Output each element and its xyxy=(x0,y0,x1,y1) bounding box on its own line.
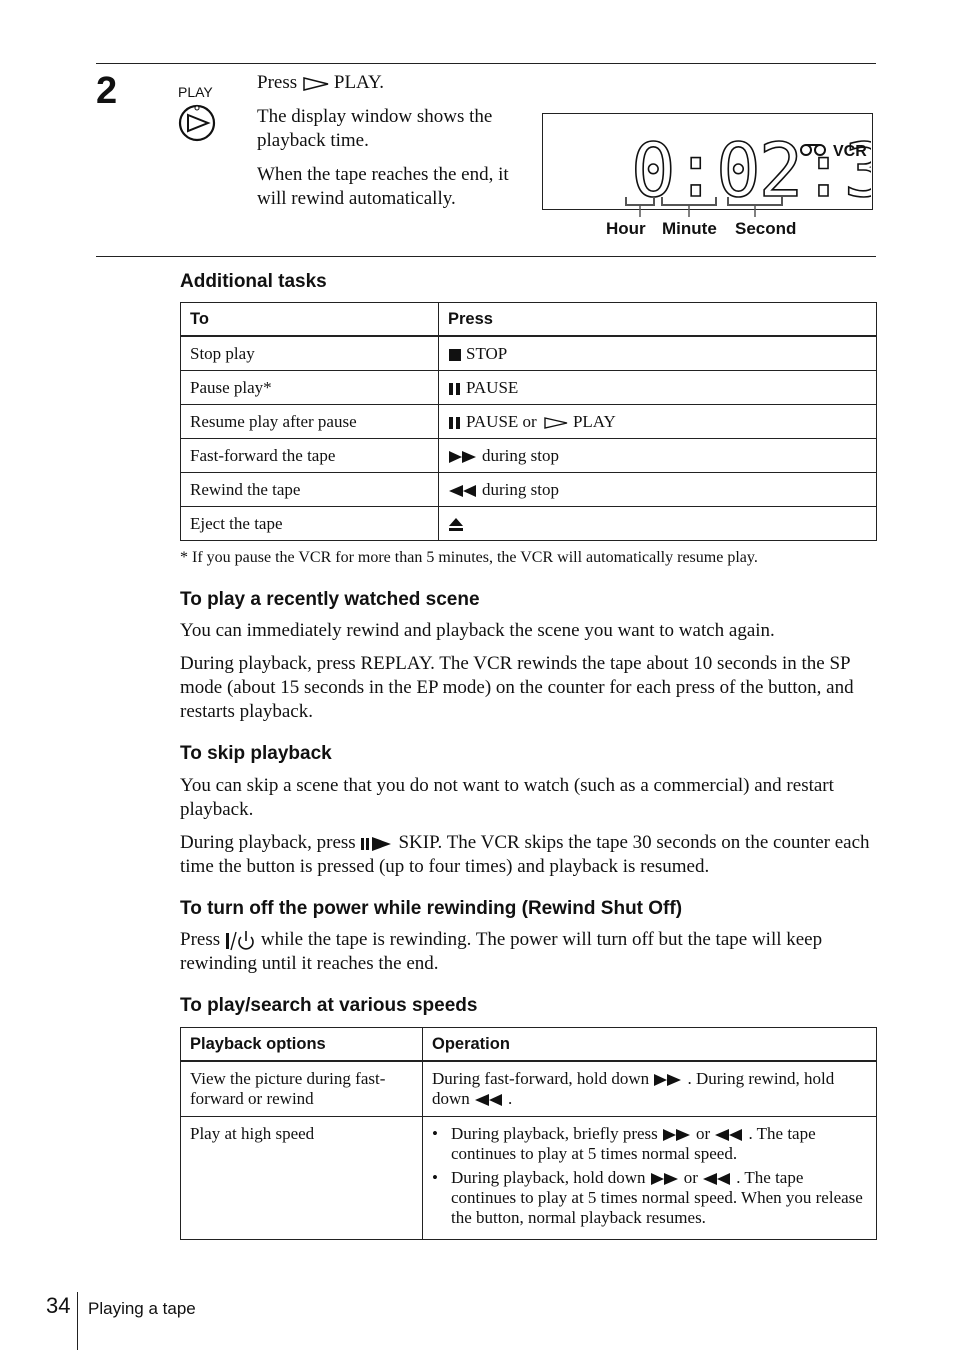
replay-para1: You can immediately rewind and playback the scene you want to watch again. xyxy=(180,620,775,641)
table-row xyxy=(181,507,877,541)
minute-label: Minute xyxy=(662,219,717,238)
step-para2: When the tape reaches the end, it will rewind automatically. xyxy=(257,164,509,209)
skip-para2: During playback, press SKIP. The VCR skips the tape 30 seconds on the counter each time the button is pressed (up to four times) and playback is resumed. xyxy=(180,832,870,877)
list-item: • During playback, briefly press or . The tape continues to play at 5 times normal speed. xyxy=(451,1124,867,1164)
operation-cell: During fast-forward, hold down . During rewind, hold down . xyxy=(423,1061,877,1117)
table-header-row xyxy=(181,1028,877,1062)
stop-icon xyxy=(448,348,462,362)
skip-heading: To skip playback xyxy=(180,743,332,764)
column-header-options: Playback options xyxy=(181,1028,423,1062)
display-brackets xyxy=(620,195,790,219)
task-cell: Fast-forward the tape xyxy=(181,439,439,473)
press-cell: STOP xyxy=(439,336,877,371)
additional-tasks-table xyxy=(180,302,877,541)
hour-label: Hour xyxy=(606,219,646,238)
step-instruction: Press PLAY. xyxy=(257,72,385,93)
task-cell: Resume play after pause xyxy=(181,405,439,439)
step-para1: The display window shows the playback time. xyxy=(257,106,493,151)
skip-icon xyxy=(360,836,394,852)
fast-forward-icon xyxy=(653,1073,683,1087)
task-cell: Pause play* xyxy=(181,371,439,405)
press-cell: PAUSE or PLAY xyxy=(439,405,877,439)
column-header-to: To xyxy=(181,303,439,337)
step-number: 2 xyxy=(96,70,118,112)
replay-para2: During playback, press REPLAY. The VCR rewinds the tape about 10 seconds in the SP mode (about 15 seconds in the EP mode) on the counter for each press of the button, and restarts playback. xyxy=(180,653,854,722)
play-button-icon xyxy=(178,104,218,144)
table-row xyxy=(181,473,877,507)
speeds-table xyxy=(180,1027,877,1240)
press-cell: PAUSE xyxy=(439,371,877,405)
rewind-shutoff-heading: To turn off the power while rewinding (Rewind Shut Off) xyxy=(180,898,683,919)
rewind-icon xyxy=(714,1128,744,1142)
pause-icon xyxy=(448,382,462,396)
fast-forward-icon xyxy=(448,450,478,464)
table-header-row xyxy=(181,303,877,337)
replay-heading: To play a recently watched scene xyxy=(180,589,480,610)
table-row xyxy=(181,371,877,405)
play-icon xyxy=(543,416,569,430)
rewind-icon xyxy=(702,1172,732,1186)
column-header-press: Press xyxy=(439,303,877,337)
top-rule xyxy=(96,63,876,64)
table-row xyxy=(181,405,877,439)
table-row xyxy=(181,1117,877,1240)
additional-tasks-heading: Additional tasks xyxy=(180,271,327,292)
press-cell: during stop xyxy=(439,439,877,473)
table-row xyxy=(181,1061,877,1117)
play-icon xyxy=(302,76,330,92)
table-row xyxy=(181,439,877,473)
fast-forward-icon xyxy=(650,1172,680,1186)
play-button-label: PLAY xyxy=(178,84,213,100)
rewind-shutoff-para: Press while the tape is rewinding. The power will turn off but the tape will keep rewinding until it reaches the end. xyxy=(180,929,823,974)
vcr-indicator: VCR xyxy=(833,143,867,160)
option-cell: Play at high speed xyxy=(181,1117,423,1240)
speeds-heading: To play/search at various speeds xyxy=(180,995,478,1016)
eject-icon xyxy=(448,517,464,533)
rewind-icon xyxy=(448,484,478,498)
step-bottom-rule xyxy=(96,256,876,257)
power-icon xyxy=(225,930,257,952)
task-cell: Stop play xyxy=(181,336,439,371)
lcd-time-readout xyxy=(543,114,871,208)
task-cell: Eject the tape xyxy=(181,507,439,541)
pause-icon xyxy=(448,416,462,430)
footer-section-title: Playing a tape xyxy=(88,1299,196,1318)
option-cell: View the picture during fast-forward or rewind xyxy=(181,1061,423,1117)
page-number: 34 xyxy=(46,1293,71,1318)
rewind-icon xyxy=(474,1093,504,1107)
operation-cell xyxy=(423,1117,877,1240)
task-cell: Rewind the tape xyxy=(181,473,439,507)
time-digits: 0:02:3 xyxy=(631,128,871,208)
footnote: * If you pause the VCR for more than 5 minutes, the VCR will automatically resume play. xyxy=(180,549,758,566)
table-row xyxy=(181,336,877,371)
press-cell xyxy=(439,507,877,541)
footer-divider xyxy=(77,1292,78,1350)
list-item: • During playback, hold down or . The tape continues to play at 5 times normal speed. When you release the button, normal playback resumes. xyxy=(451,1168,867,1228)
column-header-operation: Operation xyxy=(423,1028,877,1062)
second-label: Second xyxy=(735,219,797,238)
fast-forward-icon xyxy=(662,1128,692,1142)
press-cell: during stop xyxy=(439,473,877,507)
skip-para1: You can skip a scene that you do not want to watch (such as a commercial) and restart playback. xyxy=(180,775,834,820)
